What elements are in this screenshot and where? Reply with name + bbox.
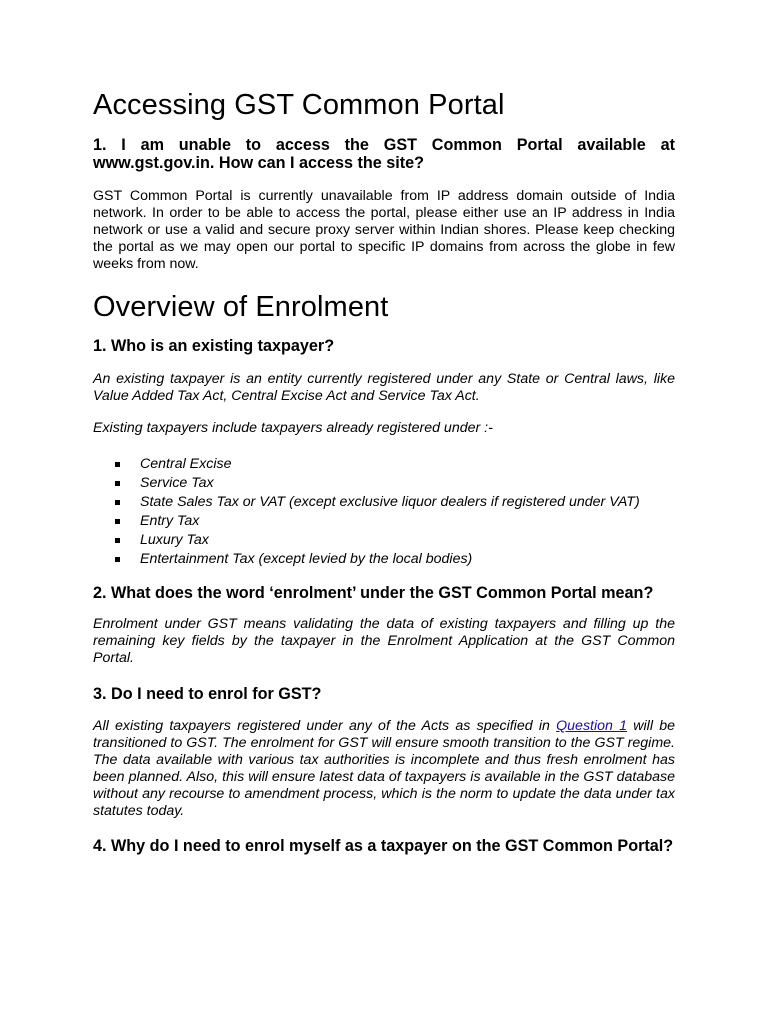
document-content <box>93 0 675 855</box>
question-existing-taxpayer: 1. Who is an existing taxpayer? <box>93 337 335 355</box>
question-enrolment-meaning: 2. What does the word ‘enrolment’ under the GST Common Portal mean? <box>93 584 654 602</box>
bullet-icon <box>115 519 120 524</box>
bullet-icon <box>115 481 120 486</box>
section-title-accessing: Accessing GST Common Portal <box>93 89 505 121</box>
answer-registered-under: Existing taxpayers include taxpayers already registered under :- <box>93 420 493 436</box>
list-item <box>93 551 675 568</box>
question-1-link[interactable]: Question 1 <box>556 718 628 734</box>
list-item-label: Entertainment Tax (except levied by the local bodies) <box>140 551 473 567</box>
list-item-label: Entry Tax <box>140 513 200 529</box>
section-title-enrolment: Overview of Enrolment <box>93 291 389 323</box>
list-item <box>93 494 675 511</box>
list-item-label: State Sales Tax or VAT (except exclusive liquor dealers if registered under VAT) <box>140 494 640 510</box>
answer-text-after-link: will be transitioned to GST. The enrolment for GST will ensure smooth transition to the GST regime. The data available with various tax authorities is incomplete and thus fresh enrolment has been planned. Also, this will ensure latest data of taxpayers is available in the GST database without any recourse to amendment process, which is the norm to update the data under tax statutes today. <box>93 718 676 819</box>
bullet-icon <box>115 462 120 467</box>
list-item <box>93 513 675 530</box>
list-item-label: Service Tax <box>140 475 214 491</box>
question-need-to-enrol: 3. Do I need to enrol for GST? <box>93 685 322 703</box>
question-why-enrol: 4. Why do I need to enrol myself as a taxpayer on the GST Common Portal? <box>93 837 674 855</box>
list-item <box>93 456 675 473</box>
list-item-label: Central Excise <box>140 456 232 472</box>
question-access-site: 1. I am unable to access the GST Common Portal available at www.gst.gov.in. How can I access the site? <box>93 136 675 172</box>
registration-list <box>93 456 675 568</box>
bullet-icon <box>115 538 120 543</box>
answer-existing-taxpayer: An existing taxpayer is an entity currently registered under any State or Central laws, like Value Added Tax Act, Central Excise Act and Service Tax Act. <box>93 371 675 404</box>
list-item-label: Luxury Tax <box>140 532 209 548</box>
list-item <box>93 475 675 492</box>
answer-access-site: GST Common Portal is currently unavailable from IP address domain outside of India network. In order to be able to access the portal, please either use an IP address in India network or use a valid and secure proxy server within Indian shores. Please keep checking the portal as we may open our portal to specific IP domains from across the globe in few weeks from now. <box>93 188 675 272</box>
bullet-icon <box>115 500 120 505</box>
answer-need-to-enrol <box>93 718 675 820</box>
bullet-icon <box>115 557 120 562</box>
answer-enrolment-meaning: Enrolment under GST means validating the data of existing taxpayers and filling up the remaining key fields by the taxpayer in the Enrolment Application at the GST Common Portal. <box>93 616 675 666</box>
list-item <box>93 532 675 549</box>
answer-text-before-link: All existing taxpayers registered under any of the Acts as specified in <box>93 718 557 734</box>
